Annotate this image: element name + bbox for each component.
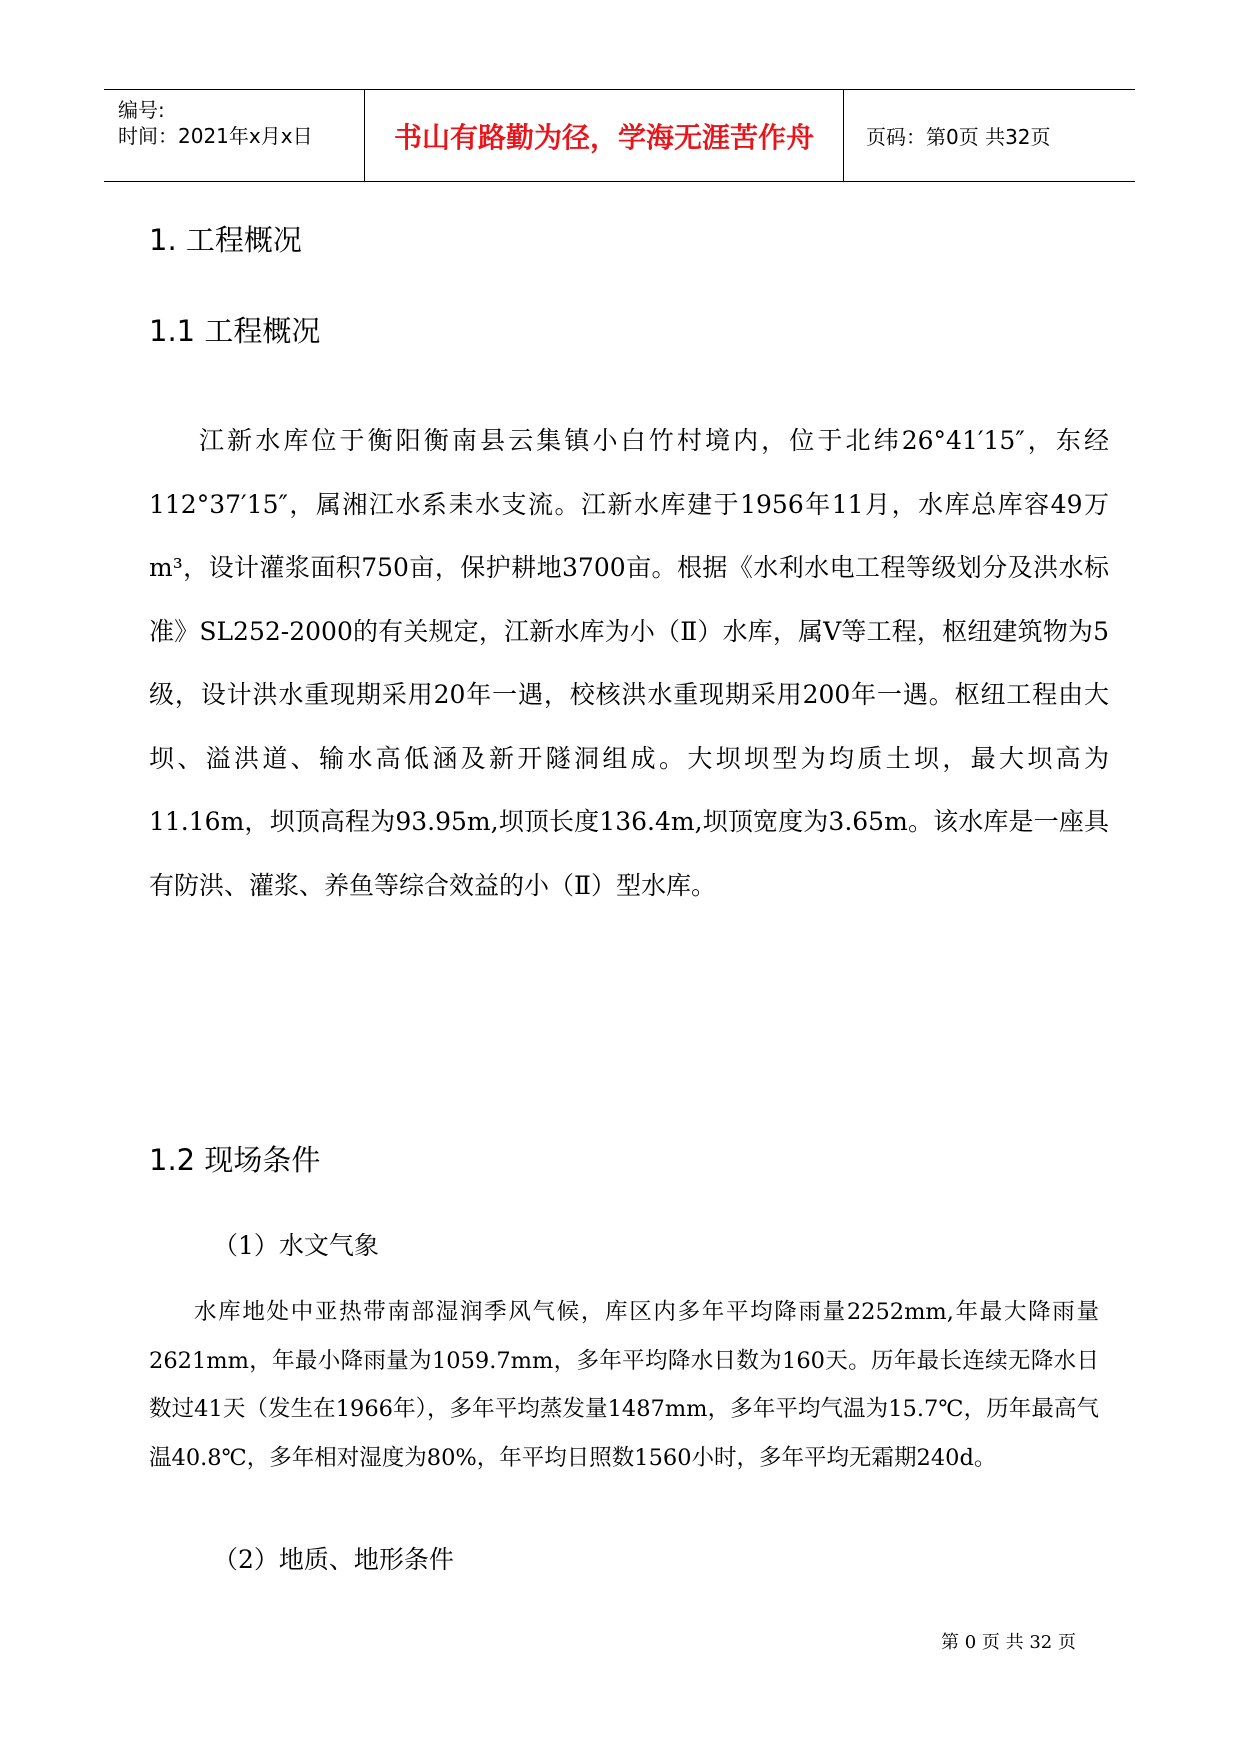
section-heading-1: 1. 工程概况 xyxy=(149,223,302,257)
page-footer: 第 0 页 共 32 页 xyxy=(941,1632,1076,1653)
header-page-number: 页码：第0页 共32页 xyxy=(866,125,1051,149)
geology-subheading: （2）地质、地形条件 xyxy=(213,1545,454,1574)
document-time-label: 时间：2021年x月x日 xyxy=(118,124,313,148)
page-header xyxy=(104,89,1135,182)
header-motto: 书山有路勤为径，学海无涯苦作舟 xyxy=(365,90,844,181)
header-info-cell xyxy=(104,90,365,181)
hydrology-paragraph: 水库地处中亚热带南部湿润季风气候，库区内多年平均降雨量2252mm,年最大降雨量2621mm，年最小降雨量为1059.7mm，多年平均降水日数为160天。历年最长连续无降水日数过41天（发生在1966年），多年平均蒸发量1487mm，多年平均气温为15.7℃，历年最高气温40.8℃，多年相对湿度为80%，年平均日照数1560小时，多年平均无霜期240d。 xyxy=(149,1299,1099,1471)
section-heading-1-2: 1.2 现场条件 xyxy=(149,1143,321,1177)
document-number-label: 编号: xyxy=(118,98,165,122)
section-heading-1-1: 1.1 工程概况 xyxy=(149,314,321,348)
hydrology-subheading: （1）水文气象 xyxy=(213,1231,379,1260)
overview-paragraph: 江新水库位于衡阳衡南县云集镇小白竹村境内，位于北纬26°41′15″，东经112°37′15″，属湘江水系耒水支流。江新水库建于1956年11月，水库总库容49万m³，设计灌浆面积750亩，保护耕地3700亩。根据《水利水电工程等级划分及洪水标准》SL252-2000的有关规定，江新水库为小（Ⅱ）水库，属Ⅴ等工程，枢纽建筑物为5级，设计洪水重现期采用20年一遇，校核洪水重现期采用200年一遇。枢纽工程由大坝、溢洪道、输水高低涵及新开隧洞组成。大坝坝型为均质土坝，最大坝高为11.16m，坝顶高程为93.95m,坝顶长度136.4m,坝顶宽度为3.65m。该水库是一座具有防洪、灌浆、养鱼等综合效益的小（Ⅱ）型水库。 xyxy=(149,426,1109,900)
